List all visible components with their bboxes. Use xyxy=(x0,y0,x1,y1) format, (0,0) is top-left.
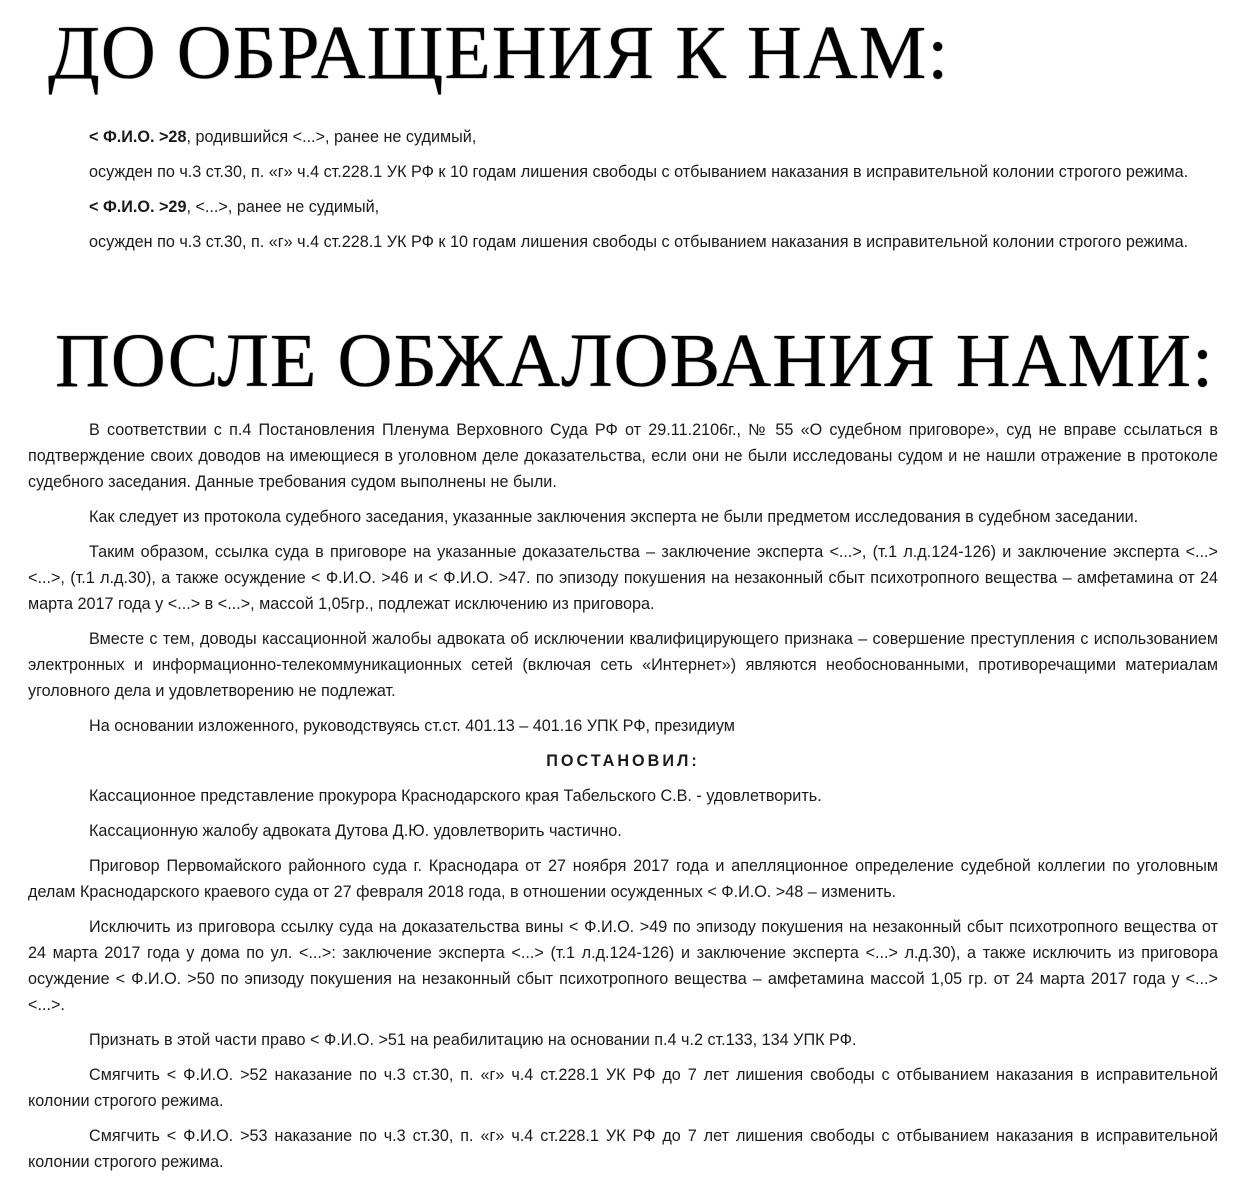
person2-name: < Ф.И.О. >29 xyxy=(89,198,187,216)
paragraph-basis: На основании изложенного, руководствуясь ст.ст. 401.13 – 401.16 УПК РФ, президиум xyxy=(89,717,735,735)
paragraph-prosecutor-submission: Кассационное представление прокурора Краснодарского края Табельского С.В. - удовлетворить. xyxy=(89,787,822,805)
paragraph-evidence-exclusion: Таким образом, ссылка суда в приговоре на указанные доказательства – заключение эксперта <...>, (т.1 л.д.124-126) и заключение эксперта <...> <...>, (т.1 л.д.30), а также осуждение < Ф.И.О. >46 и < Ф.И.О. >47. по эпизоду покушения на незаконный сбыт психотропного вещества – амфетамина от 24 марта 2017 года у <...> в <...>, массой 1,05гр., подлежат исключению из приговора. xyxy=(28,543,1218,613)
person1-name: < Ф.И.О. >28 xyxy=(89,128,187,146)
paragraph-rehabilitation: Признать в этой части право < Ф.И.О. >51 на реабилитацию на основании п.4 ч.2 ст.133, 134 УПК РФ. xyxy=(89,1031,857,1049)
after-section xyxy=(28,417,1218,1184)
paragraph-cassation-arguments: Вместе с тем, доводы кассационной жалобы адвоката об исключении квалифицирующего признака – совершение преступления с использованием электронных и информационно-телекоммуникационных сетей (включая сеть «Интернет») являются необоснованными, противоречащими материалам уголовного дела и удовлетворению не подлежат. xyxy=(28,630,1218,700)
paragraph-verdict-change: Приговор Первомайского районного суда г. Краснодара от 27 ноября 2017 года и апелляционное определение судебной коллегии по уголовным делам Краснодарского краевого суда от 27 февраля 2018 года, в отношении осужденных < Ф.И.О. >48 – изменить. xyxy=(28,857,1218,901)
paragraph-mitigate-53: Смягчить < Ф.И.О. >53 наказание по ч.3 ст.30, п. «г» ч.4 ст.228.1 УК РФ до 7 лет лишения свободы с отбыванием наказания в исправительной колонии строгого режима. xyxy=(28,1127,1218,1171)
paragraph-plenum-reference: В соответствии с п.4 Постановления Пленума Верховного Суда РФ от 29.11.2106г., № 55 «О судебном приговоре», суд не вправе ссылаться в подтверждение своих доводов на имеющиеся в уголовном деле доказательства, если они не были исследованы судом и не нашли отражение в протоколе судебного заседания. Данные требования судом выполнены не были. xyxy=(28,421,1218,491)
paragraph-protocol: Как следует из протокола судебного заседания, указанные заключения эксперта не были предметом исследования в судебном заседании. xyxy=(89,508,1139,526)
heading-after: ПОСЛЕ ОБЖАЛОВАНИЯ НАМИ: xyxy=(55,319,1215,403)
before-section xyxy=(28,124,1218,264)
person2-header xyxy=(28,194,1218,220)
heading-before: ДО ОБРАЩЕНИЯ К НАМ: xyxy=(48,11,950,95)
person1-header xyxy=(28,124,1218,150)
person1-details: , родившийся <...>, ранее не судимый, xyxy=(186,128,477,146)
decree-title: ПОСТАНОВИЛ: xyxy=(546,752,700,770)
paragraph-mitigate-52: Смягчить < Ф.И.О. >52 наказание по ч.3 ст.30, п. «г» ч.4 ст.228.1 УК РФ до 7 лет лишения свободы с отбыванием наказания в исправительной колонии строгого режима. xyxy=(28,1066,1218,1110)
person1-sentence: осужден по ч.3 ст.30, п. «г» ч.4 ст.228.1 УК РФ к 10 годам лишения свободы с отбыванием наказания в исправительной колонии строгого режима. xyxy=(89,163,1189,181)
paragraph-advocate-complaint: Кассационную жалобу адвоката Дутова Д.Ю. удовлетворить частично. xyxy=(89,822,622,840)
person2-sentence: осужден по ч.3 ст.30, п. «г» ч.4 ст.228.1 УК РФ к 10 годам лишения свободы с отбыванием наказания в исправительной колонии строгого режима. xyxy=(89,233,1189,251)
person2-details: , <...>, ранее не судимый, xyxy=(186,198,380,216)
paragraph-exclude-reference: Исключить из приговора ссылку суда на доказательства вины < Ф.И.О. >49 по эпизоду покушения на незаконный сбыт психотропного вещества от 24 марта 2017 года у дома по ул. <...>: заключение эксперта <...> (т.1 л.д.124-126) и заключение эксперта <...> л.д.30), а также исключить из приговора осуждение < Ф.И.О. >50 по эпизоду покушения на незаконный сбыт психотропного вещества – амфетамина массой 1,05 гр. от 24 марта 2017 года у <...> <...>. xyxy=(28,918,1218,1014)
